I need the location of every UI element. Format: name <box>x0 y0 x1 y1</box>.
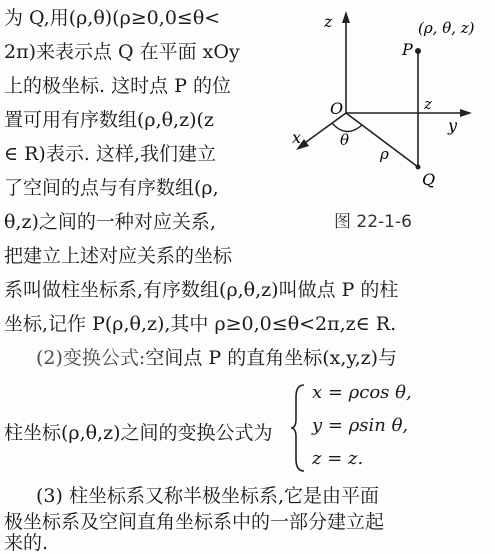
para3-line-1: (3) 柱坐标系又称半极坐标系,它是由平面 <box>36 485 379 507</box>
para2-line-1 <box>36 346 397 370</box>
point-p-dot <box>415 48 421 54</box>
x-axis-label: x <box>292 128 302 147</box>
formula-lead-text: 柱坐标(ρ,θ,z)之间的变换公式为 <box>4 422 273 444</box>
para1-line-7: θ,z)之间的一种对应关系, <box>4 211 216 233</box>
para3-line-3: 来的. <box>4 532 49 554</box>
para2-text: 空间点 P 的直角坐标(x,y,z)与 <box>145 347 398 369</box>
para2-heading: (2)变换公式: <box>36 347 146 369</box>
rho-label: ρ <box>380 145 389 163</box>
figure-caption: 图 22-1-6 <box>334 212 412 232</box>
equation-y: y = ρsin θ, <box>312 415 409 436</box>
y-axis-arrow <box>460 109 472 117</box>
para1-line-5: ∈ R)表示. 这样,我们建立 <box>4 143 216 165</box>
equation-x: x = ρcos θ, <box>312 382 412 403</box>
left-brace <box>290 383 306 473</box>
para1-line-3: 上的极坐标. 这时点 P 的位 <box>4 75 231 97</box>
point-p-coords: (ρ, θ, z) <box>418 19 475 37</box>
point-q-label: Q <box>422 170 436 189</box>
para1-line-1: 为 Q,用(ρ,θ)(ρ≥0,0≤θ< <box>4 7 221 29</box>
para3-line-2: 极坐标系及空间直角坐标系中的一部分建立起 <box>4 511 385 533</box>
para1-line-4: 置可用有序数组(ρ,θ,z)(z <box>4 109 214 131</box>
equation-z: z = z. <box>312 448 364 469</box>
y-axis-label: y <box>448 116 458 135</box>
z-axis-arrow <box>342 11 350 23</box>
height-z-label: z <box>424 95 432 113</box>
theta-label: θ <box>340 131 350 149</box>
para1-line-2: 2π)来表示点 Q 在平面 xOy <box>4 41 240 63</box>
z-axis-label: z <box>324 12 333 31</box>
para1-line-10: 坐标,记作 P(ρ,θ,z),其中 ρ≥0,0≤θ<2π,z∈ R. <box>4 313 397 335</box>
para1-line-6: 了空间的点与有序数组(ρ, <box>4 177 219 199</box>
para1-line-9: 系叫做柱坐标系,有序数组(ρ,θ,z)叫做点 P 的柱 <box>4 279 399 301</box>
point-q-dot <box>416 165 421 170</box>
para1-line-8: 把建立上述对应关系的坐标 <box>4 245 233 267</box>
point-p-label: P <box>402 40 413 59</box>
origin-label: O <box>330 99 344 118</box>
cylindrical-coordinates-figure <box>290 5 490 195</box>
